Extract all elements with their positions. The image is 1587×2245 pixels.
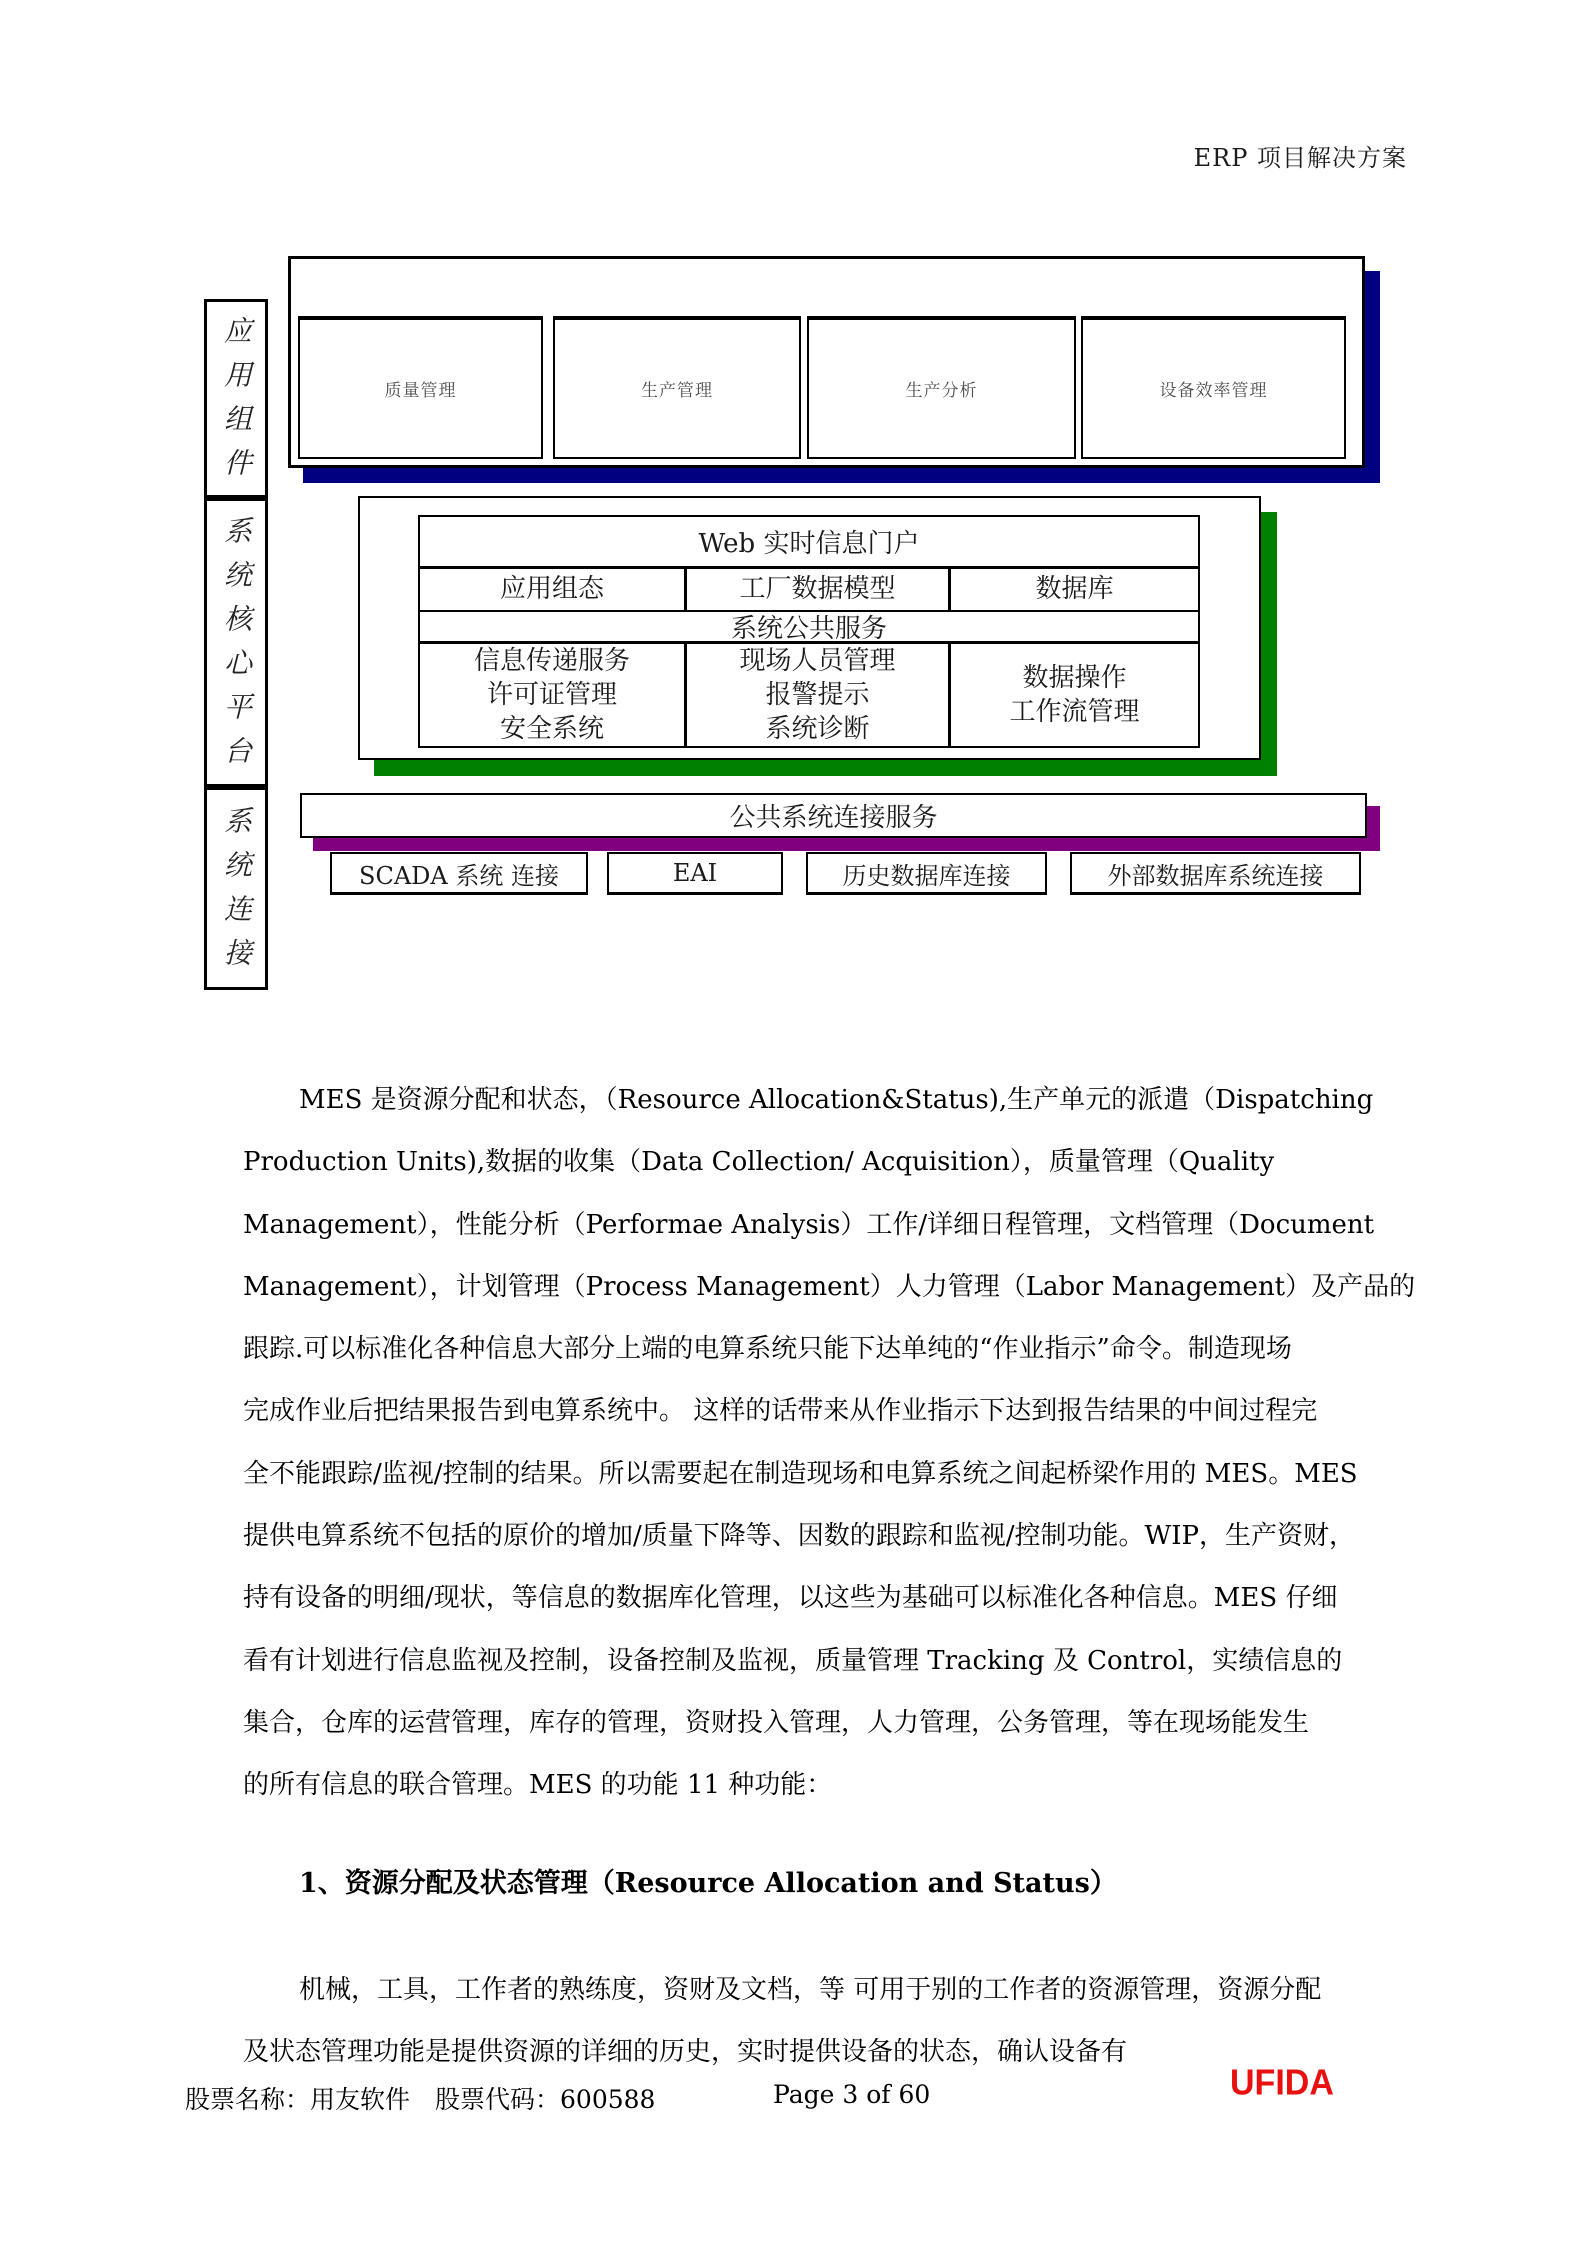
- service-line: 系统诊断: [765, 714, 870, 744]
- service-line: 工作流管理: [1009, 697, 1140, 727]
- body-line: 集合，仓库的运营管理，库存的管理，资财投入管理，人力管理，公务管理，等在现场能发生: [243, 1707, 1310, 1738]
- side-label-text: 应用组件: [220, 315, 253, 492]
- footer-page-number: Page 3 of 60: [773, 2080, 931, 2109]
- cell-database: 数据库: [1035, 574, 1114, 605]
- body-paragraph-1: [243, 1069, 1423, 1817]
- side-label-text: 系统连接: [220, 805, 253, 982]
- side-label-application-components: [204, 299, 268, 498]
- body-line: MES 是资源分配和状态，（Resource Allocation&Status),生产单元的派遣（Dispatching: [299, 1085, 1374, 1115]
- body-line: 看有计划进行信息监视及控制，设备控制及监视，质量管理 Tracking 及 Control，实绩信息的: [243, 1645, 1343, 1676]
- app-box-equipment-efficiency: 设备效率管理: [1081, 316, 1346, 459]
- application-components-box: [288, 256, 1365, 468]
- app-box-quality-management: 质量管理: [298, 316, 543, 459]
- conn-box-external-database: 外部数据库系统连接: [1070, 852, 1361, 895]
- service-line: 许可证管理: [486, 680, 617, 710]
- app-box-production-management: 生产管理: [553, 316, 801, 459]
- cell-application-config: 应用组态: [420, 569, 687, 610]
- footer-stock-info: 股票名称：用友软件 股票代码：600588: [185, 2085, 656, 2114]
- cell-messaging-services: [420, 644, 687, 746]
- conn-box-history-database: 历史数据库连接: [806, 852, 1047, 895]
- body-line: 的所有信息的联合管理。MES 的功能 11 种功能：: [243, 1770, 833, 1801]
- app-box-production-analysis: 生产分析: [807, 316, 1076, 459]
- ufida-logo: UFIDA: [1230, 2063, 1334, 2103]
- side-label-system-connection: [204, 787, 268, 990]
- core-platform-table: [418, 515, 1200, 748]
- body-line: 完成作业后把结果报告到电算系统中。 这样的话带来从作业指示下达到报告结果的中间过程完: [243, 1396, 1318, 1427]
- common-connection-services-bar: 公共系统连接服务: [300, 793, 1367, 838]
- cell-field-personnel: [687, 644, 951, 746]
- body-line: 全不能跟踪/监视/控制的结果。所以需要起在制造现场和电算系统之间起桥梁作用的 MES。MES: [243, 1458, 1358, 1489]
- service-line: 安全系统: [499, 714, 604, 744]
- system-core-platform-box: [358, 496, 1261, 760]
- conn-box-eai: EAI: [607, 852, 783, 895]
- config-row: [420, 569, 1198, 612]
- side-label-system-core-platform: [204, 498, 268, 787]
- body-paragraph-2: [243, 1959, 1321, 2084]
- body-line: 提供电算系统不包括的原价的增加/质量下降等、因数的跟踪和监视/控制功能。WIP，生产资财，: [243, 1521, 1356, 1552]
- body-line: Management），性能分析（Performae Analysis）工作/详细日程管理，文档管理（Document: [243, 1209, 1375, 1240]
- cell-factory-data-model: 工厂数据模型: [687, 569, 951, 610]
- section-heading-resource-allocation: 1、资源分配及状态管理（Resource Allocation and Status）: [299, 1868, 1117, 1899]
- services-row: [420, 644, 1198, 746]
- body-line: Management），计划管理（Process Management）人力管理（Labor Management）及产品的: [243, 1271, 1416, 1302]
- common-services-row: 系统公共服务: [420, 612, 1198, 644]
- service-line: 报警提示: [765, 680, 870, 710]
- side-label-text: 系统核心平台: [220, 515, 253, 780]
- body-line: Production Units),数据的收集（Data Collection/ Acquisition），质量管理（Quality: [243, 1147, 1275, 1178]
- page-header-title: ERP 项目解决方案: [1193, 144, 1407, 172]
- body-line: 跟踪.可以标准化各种信息大部分上端的电算系统只能下达单纯的“作业指示”命令。制造现场: [243, 1334, 1292, 1365]
- body-line: 及状态管理功能是提供资源的详细的历史，实时提供设备的状态，确认设备有: [243, 2037, 1128, 2068]
- conn-box-scada: SCADA 系统 连接: [330, 852, 588, 895]
- service-line: 现场人员管理: [739, 646, 896, 676]
- cell-data-operations: [951, 644, 1198, 746]
- body-line: 机械，工具，工作者的熟练度，资财及文档，等 可用于别的工作者的资源管理，资源分配: [299, 1975, 1322, 2005]
- service-line: 信息传递服务: [473, 646, 630, 676]
- service-line: 数据操作: [1022, 663, 1127, 693]
- web-portal-row: Web 实时信息门户: [420, 517, 1198, 569]
- body-line: 持有设备的明细/现状，等信息的数据库化管理，以这些为基础可以标准化各种信息。MES 仔细: [243, 1583, 1338, 1614]
